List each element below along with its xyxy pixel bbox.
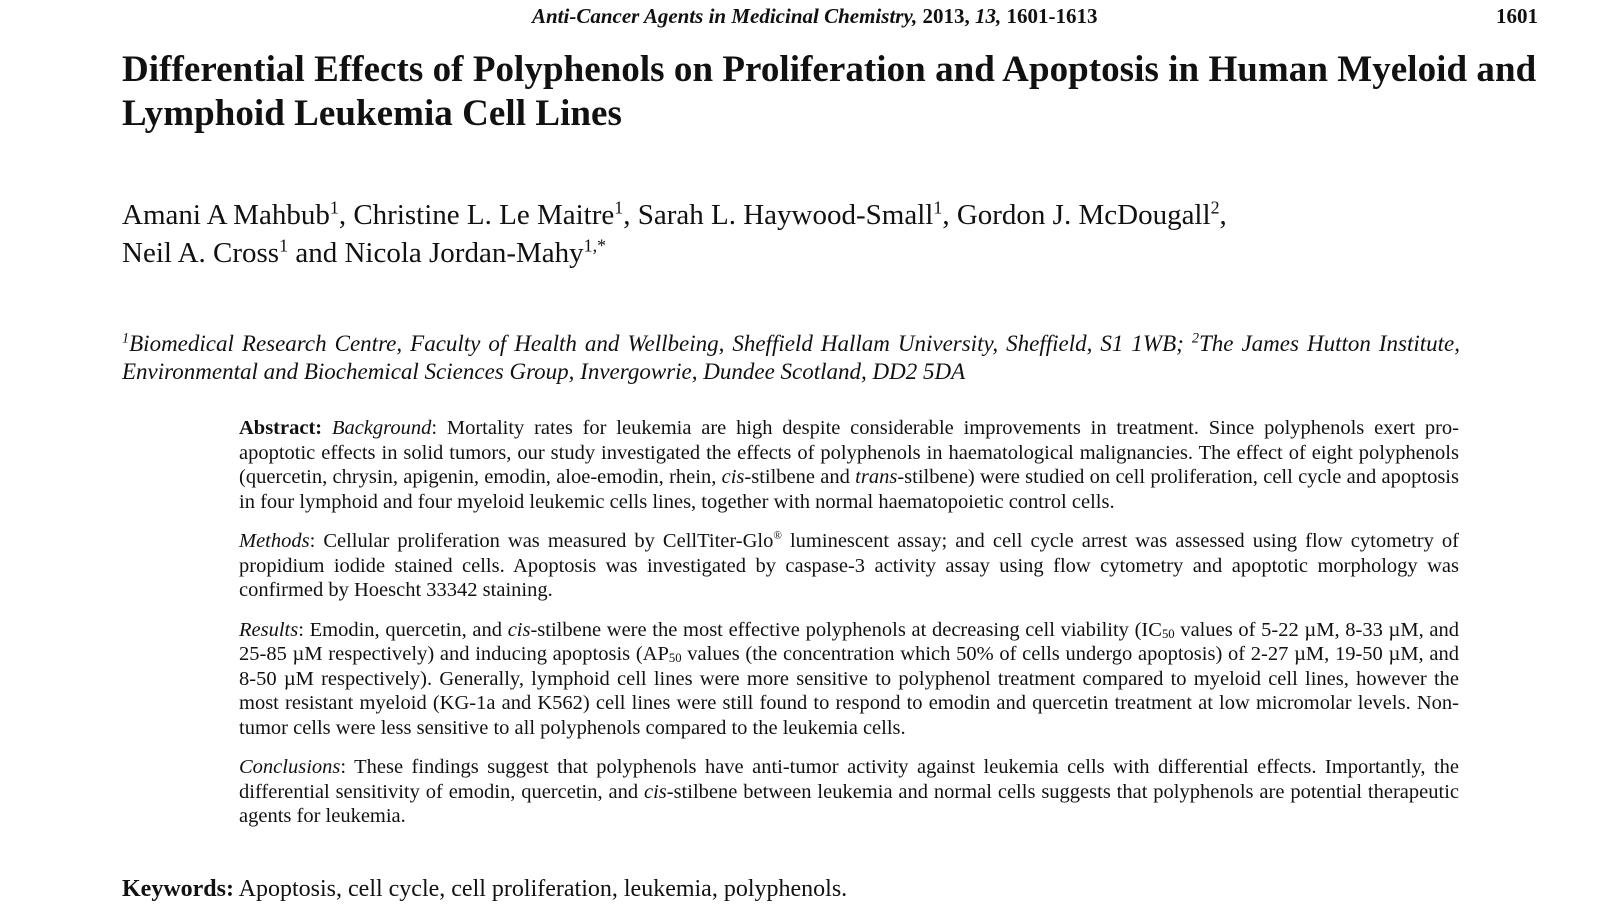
- paragraph-text: -stilbene) were studied on cell proliferation, cell cycle and apoptosis in four lymphoid and four myeloid leukemic cells lines, together with normal haematopoietic control cells.: [239, 466, 1459, 513]
- author-affiliation-mark: 1: [279, 235, 289, 256]
- section-label: Methods: [239, 530, 310, 552]
- keywords-text: Apoptosis, cell cycle, cell proliferation, leukemia, polyphenols.: [233, 876, 848, 902]
- paragraph-text: -stilbene between leukemia and normal cells suggests that polyphenols are potential therapeutic agents for leukemia.: [239, 780, 1459, 827]
- italic-term: trans: [855, 466, 898, 488]
- abstract: [239, 416, 1459, 844]
- running-header: [0, 4, 1600, 30]
- author-affiliation-mark: 1: [933, 197, 943, 218]
- author: Christine L. Le Maitre: [353, 199, 615, 231]
- paragraph-text: : Emodin, quercetin, and: [298, 618, 508, 641]
- abstract-label: Abstract:: [239, 417, 323, 439]
- abstract-methods: [239, 529, 1459, 603]
- journal-year: 2013,: [922, 4, 970, 28]
- affiliation-text: The James Hutton Institute, Environmental and Biochemical Sciences Group, Invergowrie, Dundee Scotland, DD2 5DA: [122, 331, 1461, 384]
- paragraph-text: values of 5-22 µM, 8-33 µM, and 25-85 µM respectively) and inducing apoptosis (AP: [239, 618, 1459, 665]
- author-affiliation-mark: 2: [1210, 197, 1220, 218]
- abstract-background: [239, 416, 1459, 514]
- author-affiliation-mark: 1: [614, 197, 624, 218]
- section-label: Results: [239, 618, 299, 641]
- section-label: Background: [331, 417, 432, 439]
- paragraph-text: values (the concentration which 50% of cells undergo apoptosis) of 2-27 µM, 19-50 µM, and 8-50 µM respectively). Generally, lymphoid cell lines were more sensitive to polyphenol treatment compared to myeloid cell lines, however the most resistant myeloid (KG-1a and K562) cell lines were still found to respond to emodin and quercetin treatment at low micromolar levels. Non-tumor cells were less sensitive to all polyphenols compared to the leukemia cells.: [239, 643, 1459, 739]
- abstract-results: [239, 618, 1459, 741]
- affiliations: [122, 330, 1460, 386]
- italic-term: cis: [721, 466, 745, 488]
- italic-term: cis: [643, 780, 667, 803]
- paragraph-text: -stilbene and: [744, 466, 856, 488]
- author: Neil A. Cross: [122, 237, 280, 269]
- italic-term: cis: [507, 618, 531, 641]
- subscript: 50: [1161, 626, 1175, 641]
- registered-mark: ®: [773, 530, 782, 543]
- journal-pages: 1601-1613: [1006, 4, 1098, 28]
- page-number: 1601: [1496, 4, 1538, 28]
- affiliation-mark: 2: [1191, 330, 1199, 347]
- keywords: [122, 876, 847, 903]
- journal-volume: 13,: [975, 4, 1002, 28]
- author: Nicola Jordan-Mahy: [344, 237, 584, 269]
- affiliation-mark: 1: [122, 330, 130, 347]
- author-separator: ,: [942, 199, 957, 231]
- author-list: [122, 196, 1542, 272]
- author: Sarah L. Haywood-Small: [637, 199, 934, 231]
- abstract-conclusions: [239, 755, 1459, 829]
- section-label: Conclusions: [239, 756, 341, 778]
- paragraph-text: : These findings suggest that polyphenols have anti-tumor activity against leukemia cells with differential effects. Importantly, the differential sensitivity of emodin, quercetin, and: [239, 756, 1459, 803]
- author-affiliation-mark: 1,*: [583, 235, 607, 256]
- author-separator: ,: [623, 199, 638, 231]
- journal-name: Anti-Cancer Agents in Medicinal Chemistry,: [532, 4, 918, 28]
- author-separator: and: [288, 237, 345, 269]
- subscript: 50: [668, 651, 682, 665]
- paragraph-text: : Mortality rates for leukemia are high despite considerable improvements in treatment. Since polyphenols exert pro-apoptotic effects in solid tumors, our study investigated the effects of polyphenols in haematological malignancies. The effect of eight polyphenols (quercetin, chrysin, apigenin, emodin, aloe-emodin, rhein,: [239, 417, 1460, 488]
- journal-citation: [532, 4, 1098, 29]
- author: Amani A Mahbub: [122, 199, 330, 231]
- author-separator: ,: [1219, 199, 1227, 231]
- author-separator: ,: [338, 199, 354, 231]
- affiliation-text: Biomedical Research Centre, Faculty of Health and Wellbeing, Sheffield Hallam University, Sheffield, S1 1WB;: [129, 331, 1192, 356]
- author-affiliation-mark: 1: [329, 197, 339, 218]
- article-title: Differential Effects of Polyphenols on Proliferation and Apoptosis in Human Myeloid and Lymphoid Leukemia Cell Lines: [122, 49, 1537, 134]
- paragraph-text: -stilbene were the most effective polyphenols at decreasing cell viability (IC: [530, 618, 1162, 641]
- paragraph-text: luminescent assay; and cell cycle arrest was assessed using flow cytometry of propidium iodide stained cells. Apoptosis was investigated by caspase-3 activity assay using flow cytometry and apoptotic morphology was confirmed by Hoescht 33342 staining.: [239, 530, 1459, 601]
- keywords-label: Keywords:: [122, 876, 234, 902]
- paragraph-text: : Cellular proliferation was measured by CellTiter-Glo: [309, 530, 774, 552]
- author: Gordon J. McDougall: [956, 199, 1211, 231]
